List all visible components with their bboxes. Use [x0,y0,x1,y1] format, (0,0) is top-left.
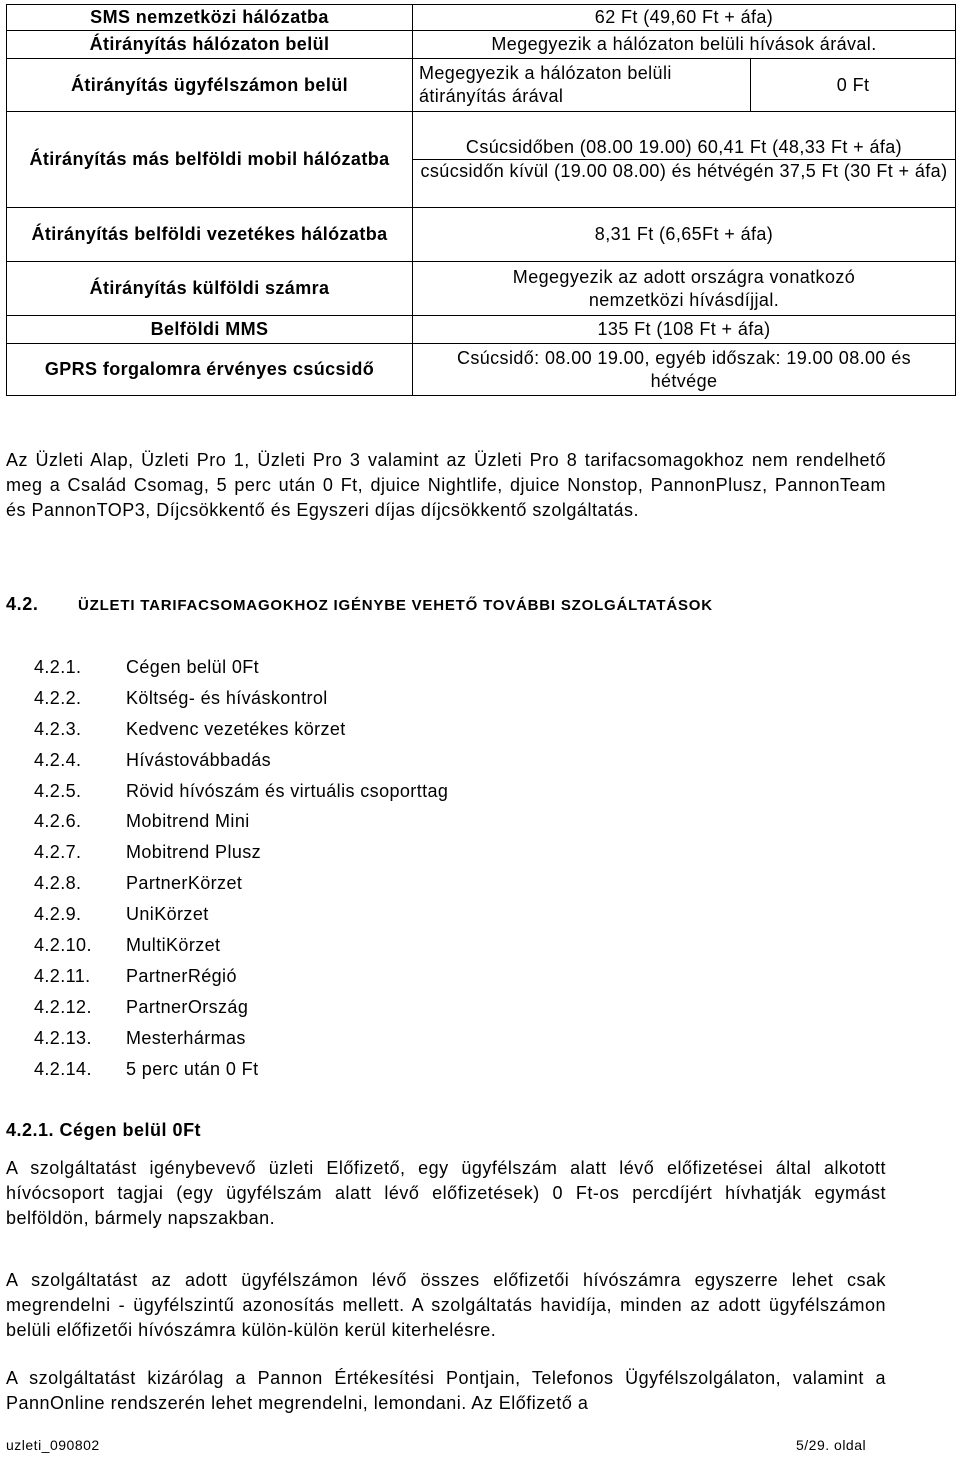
toc-number: 4.2.12. [34,996,92,1017]
toc-number: 4.2.13. [34,1027,92,1048]
table-row [7,344,956,396]
toc-number: 4.2.4. [34,749,82,770]
toc-number: 4.2.7. [34,842,82,863]
toc-text: Cégen belül 0Ft [126,657,260,677]
row-value: 62 Ft (49,60 Ft + áfa) [413,5,956,31]
toc-number: 4.2.5. [34,780,82,801]
table-row [7,112,956,208]
toc-text: Rövid hívószám és virtuális csoporttag [126,780,449,801]
toc-number: 4.2.1. [34,657,82,677]
toc-number: 4.2.10. [34,935,92,956]
toc-text: Mobitrend Mini [126,811,250,832]
list-item [34,748,448,779]
subsection-heading: 4.2.1. Cégen belül 0Ft [6,1120,202,1140]
toc-text: Kedvenc vezetékes körzet [126,718,346,739]
row-value: 8,31 Ft (6,65Ft + áfa) [413,208,956,262]
toc-number: 4.2.8. [34,873,82,894]
row-value: Megegyezik az adott országra vonatkozó nemzetközi hívásdíjjal. [413,262,956,316]
toc-list [34,655,448,1087]
row-label: Belföldi MMS [7,316,413,344]
row-value-split [413,59,956,112]
table-row [7,208,956,262]
intro-paragraph: Az Üzleti Alap, Üzleti Pro 1, Üzleti Pro 3 valamint az Üzleti Pro 8 tarifacsomagokhoz nem rendelhető meg a Család Csomag, 5 perc után 0 Ft, djuice Nightlife, djuice Nonstop, PannonPlusz, PannonTeam és PannonTOP3, Díjcsökkentő és Egyszeri díjas díjcsökkentő szolgáltatás. [6,450,886,520]
list-item [34,871,448,902]
toc-text: Hívástovábbadás [126,749,272,770]
row-label: Átirányítás más belföldi mobil hálózatba [7,112,413,208]
footer-page-number: 5/29. oldal [796,1437,867,1453]
list-item [34,964,448,995]
toc-number: 4.2.3. [34,718,82,739]
list-item [34,995,448,1026]
subsection-paragraph-2: A szolgáltatást az adott ügyfélszámon lévő összes előfizetői hívószámra egyszerre lehet csak megrendelni - ügyfélszintű azonosítás mellett. A szolgáltatás havidíja, minden az adott ügyfélszámon belüli előfizetői hívószámra külön-külön kerül kiterhelésre. [6,1270,886,1340]
toc-number: 4.2.6. [34,811,82,832]
tariff-table [6,4,956,396]
list-item [34,1057,448,1088]
toc-number: 4.2.14. [34,1058,92,1079]
section-heading [6,594,713,615]
toc-number: 4.2.2. [34,687,82,708]
row-value-right: 0 Ft [836,74,870,95]
subsection-paragraph-1: A szolgáltatást igénybevevő üzleti Előfizető, egy ügyfélszám alatt lévő előfizetései által alkotott hívócsoport tagjai (egy ügyfélszám alatt lévő előfizetések) 0 Ft-os percdíjért hívhatják egymást belföldön, bármely napszakban. [6,1158,886,1228]
row-label: Átirányítás külföldi számra [7,262,413,316]
list-item [34,717,448,748]
row-value-left: Megegyezik a hálózaton belüli átirányítás árával [413,59,751,111]
row-value-peak: Csúcsidőben (08.00 19.00) 60,41 Ft (48,33 Ft + áfa) [413,136,955,160]
toc-text: PartnerOrszág [126,996,249,1017]
row-label: Átirányítás belföldi vezetékes hálózatba [7,208,413,262]
toc-text: UniKörzet [126,904,209,925]
row-value: 135 Ft (108 Ft + áfa) [413,316,956,344]
toc-text: PartnerKörzet [126,873,243,894]
toc-text: 5 perc után 0 Ft [126,1058,259,1079]
table-row [7,31,956,59]
row-label: Átirányítás ügyfélszámon belül [7,59,413,112]
table-row [7,262,956,316]
toc-text: Mesterhármas [126,1027,246,1048]
footer-doc-id: uzleti_090802 [6,1437,100,1453]
toc-text: PartnerRégió [126,965,237,986]
list-item [34,840,448,871]
toc-number: 4.2.11. [34,965,91,986]
table-row [7,5,956,31]
list-item [34,686,448,717]
list-item [34,779,448,810]
row-value: Csúcsidő: 08.00 19.00, egyéb időszak: 19.00 08.00 és hétvége [413,344,956,396]
row-value-stack [413,112,956,208]
list-item [34,933,448,964]
row-value-offpeak: csúcsidőn kívül (19.00 08.00) és hétvégén 37,5 Ft (30 Ft + áfa) [420,161,948,181]
table-row [7,316,956,344]
section-title: ÜZLETI TARIFACSOMAGOKHOZ IGÉNYBE VEHETŐ TOVÁBBI SZOLGÁLTATÁSOK [78,597,713,614]
list-item [34,1026,448,1057]
table-row [7,59,956,112]
row-label: GPRS forgalomra érvényes csúcsidő [7,344,413,396]
list-item [34,655,448,686]
toc-number: 4.2.9. [34,904,82,925]
subsection-paragraph-3: A szolgáltatást kizárólag a Pannon Értékesítési Pontjain, Telefonos Ügyfélszolgálaton, valamint a PannOnline rendszerén lehet megrendelni, lemondani. Az Előfizető a [6,1368,886,1413]
list-item [34,809,448,840]
row-label: Átirányítás hálózaton belül [7,31,413,59]
row-value: Megegyezik a hálózaton belüli hívások árával. [413,31,956,59]
list-item [34,902,448,933]
toc-text: Költség- és híváskontrol [126,687,328,708]
section-number: 4.2. [6,594,39,614]
toc-text: Mobitrend Plusz [126,842,262,863]
toc-text: MultiKörzet [126,935,221,956]
row-label: SMS nemzetközi hálózatba [7,5,413,31]
